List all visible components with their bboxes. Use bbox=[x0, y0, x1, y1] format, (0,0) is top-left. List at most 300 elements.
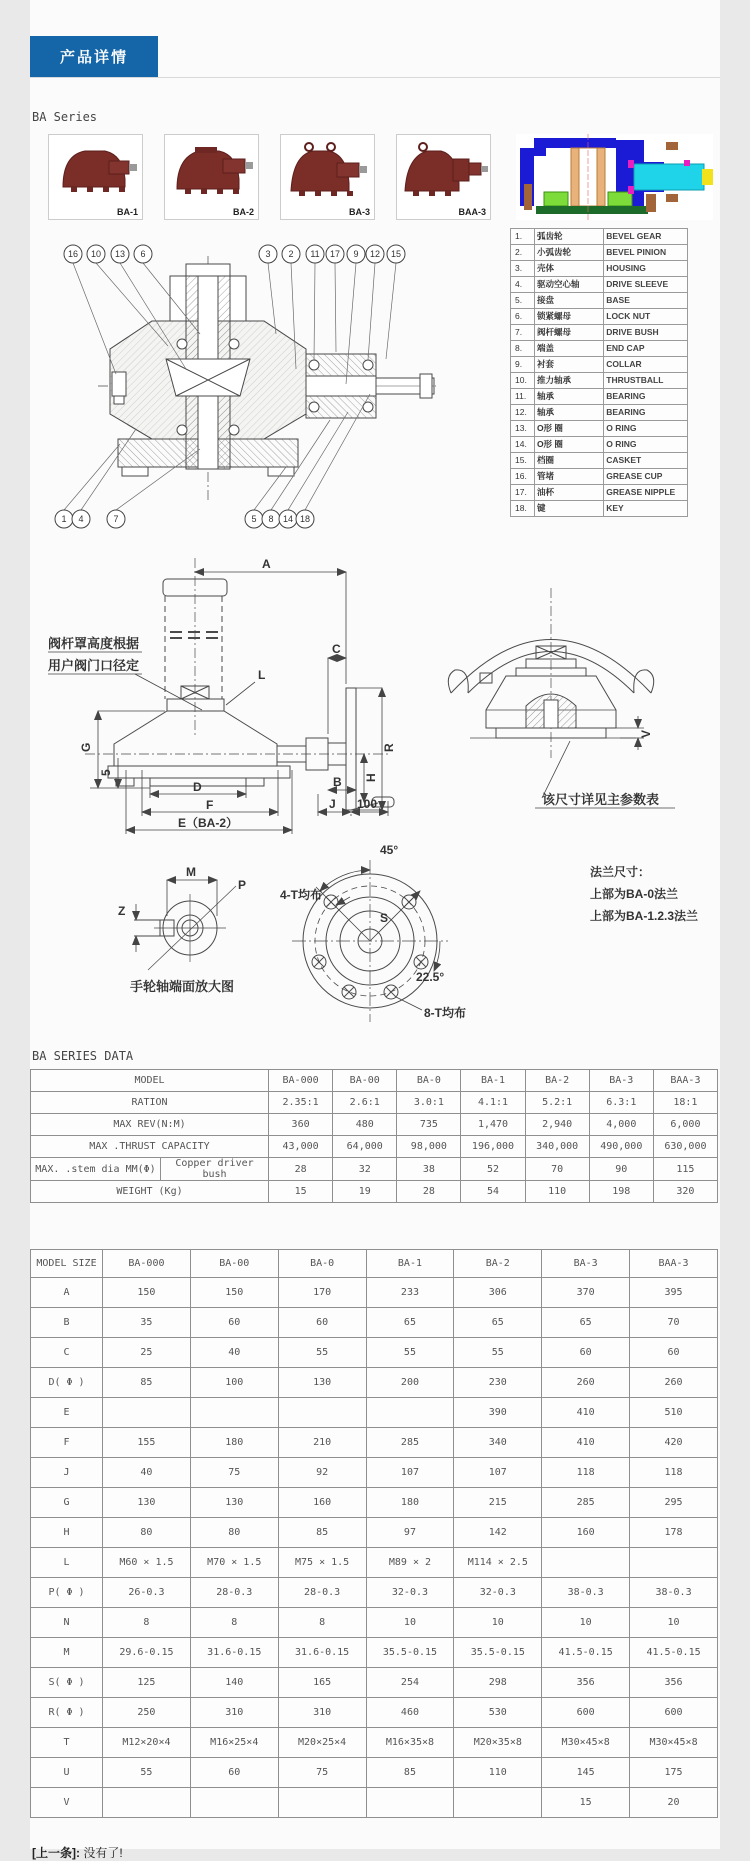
gear-operator-image bbox=[281, 135, 374, 205]
table-cell: 160 bbox=[542, 1518, 630, 1548]
part-number: 18. bbox=[511, 501, 535, 517]
table-cell: 390 bbox=[454, 1398, 542, 1428]
part-number: 2. bbox=[511, 245, 535, 261]
row-label: M bbox=[31, 1638, 103, 1668]
table-cell: 340 bbox=[454, 1428, 542, 1458]
table-cell bbox=[103, 1788, 191, 1818]
part-name-en: BEARING bbox=[604, 405, 688, 421]
table-cell: 80 bbox=[103, 1518, 191, 1548]
table-row bbox=[31, 1070, 718, 1092]
part-number: 4. bbox=[511, 277, 535, 293]
part-name-cn: 接盘 bbox=[534, 293, 603, 309]
table-cell: 530 bbox=[454, 1698, 542, 1728]
model-name: BA-00 bbox=[333, 1070, 397, 1092]
table-cell: 80 bbox=[190, 1518, 278, 1548]
tab-product-details[interactable]: 产品详情 bbox=[30, 36, 158, 77]
table-cell: 75 bbox=[278, 1758, 366, 1788]
part-number: 11. bbox=[511, 389, 535, 405]
table-cell: 20 bbox=[630, 1788, 718, 1818]
product-label: BA-3 bbox=[348, 207, 370, 217]
table-row bbox=[31, 1668, 718, 1698]
parts-list-row bbox=[511, 373, 688, 389]
parts-list-row bbox=[511, 405, 688, 421]
shaft-end-caption: 手轮轴端面放大图 bbox=[130, 979, 235, 994]
table-cell: 65 bbox=[366, 1308, 454, 1338]
table-row bbox=[31, 1518, 718, 1548]
table-cell: 31.6-0.15 bbox=[190, 1638, 278, 1668]
product-label: BA-2 bbox=[232, 207, 254, 217]
gear-operator-image bbox=[49, 135, 142, 205]
dim-label-S: S bbox=[380, 911, 389, 925]
table-cell bbox=[278, 1788, 366, 1818]
row-label: V bbox=[31, 1788, 103, 1818]
table-cell: 155 bbox=[103, 1428, 191, 1458]
table-cell: 31.6-0.15 bbox=[278, 1638, 366, 1668]
part-name-en: END CAP bbox=[604, 341, 688, 357]
part-number: 14. bbox=[511, 437, 535, 453]
table-cell bbox=[630, 1548, 718, 1578]
table-cell: 310 bbox=[190, 1698, 278, 1728]
parts-list-row bbox=[511, 261, 688, 277]
table-cell: 40 bbox=[103, 1458, 191, 1488]
part-name-cn: O形 圈 bbox=[534, 437, 603, 453]
section-header bbox=[30, 36, 720, 78]
table-cell: 410 bbox=[542, 1428, 630, 1458]
flange-8t-label: 8-T均布 bbox=[424, 1006, 467, 1020]
part-name-en: BEARING bbox=[604, 389, 688, 405]
table-cell: 118 bbox=[542, 1458, 630, 1488]
flange-angle-225: 22.5° bbox=[416, 970, 445, 984]
part-name-cn: 油杯 bbox=[534, 485, 603, 501]
table-cell: 25 bbox=[103, 1338, 191, 1368]
balloon: 13 bbox=[114, 249, 126, 259]
part-name-en: BASE bbox=[604, 293, 688, 309]
table-cell: 60 bbox=[630, 1338, 718, 1368]
table-cell: 98,000 bbox=[397, 1136, 461, 1158]
table-cell bbox=[278, 1398, 366, 1428]
table-cell: M16×35×8 bbox=[366, 1728, 454, 1758]
table-row bbox=[31, 1578, 718, 1608]
table-cell: 85 bbox=[366, 1758, 454, 1788]
table-cell: M89 × 2 bbox=[366, 1548, 454, 1578]
table-cell: 170 bbox=[278, 1278, 366, 1308]
table-row bbox=[31, 1092, 718, 1114]
table-cell: M16×25×4 bbox=[190, 1728, 278, 1758]
table-cell bbox=[190, 1788, 278, 1818]
balloon-row-bottom bbox=[55, 510, 314, 528]
gear-operator-image bbox=[397, 135, 490, 205]
table-cell: 60 bbox=[190, 1308, 278, 1338]
table-row bbox=[31, 1338, 718, 1368]
flange-note-line1: 上部为BA-0法兰 bbox=[590, 887, 679, 901]
dim-label-P: P bbox=[238, 878, 247, 892]
table-cell: 420 bbox=[630, 1428, 718, 1458]
table-cell: 15 bbox=[542, 1788, 630, 1818]
table-cell: 306 bbox=[454, 1278, 542, 1308]
column-header: BA-1 bbox=[366, 1250, 454, 1278]
table-cell: 125 bbox=[103, 1668, 191, 1698]
dim-label-H: H bbox=[364, 773, 378, 782]
part-name-cn: 推力轴承 bbox=[534, 373, 603, 389]
table-row bbox=[31, 1428, 718, 1458]
balloon: 3 bbox=[265, 249, 271, 259]
table-cell bbox=[542, 1548, 630, 1578]
dim-label-J: J bbox=[329, 797, 336, 811]
table-cell: 130 bbox=[103, 1488, 191, 1518]
main-param-note: 该尺寸详见主参数表 bbox=[542, 792, 660, 807]
table-cell: 28 bbox=[397, 1181, 461, 1203]
table-row bbox=[31, 1458, 718, 1488]
table-row bbox=[31, 1181, 718, 1203]
dim-label-G: G bbox=[79, 742, 93, 752]
table-cell: 10 bbox=[630, 1608, 718, 1638]
table-row bbox=[31, 1488, 718, 1518]
table-cell: 65 bbox=[454, 1308, 542, 1338]
dim-label-V: V bbox=[639, 729, 653, 738]
table-cell: 630,000 bbox=[653, 1136, 717, 1158]
table-cell: 43,000 bbox=[269, 1136, 333, 1158]
table-cell: 35.5-0.15 bbox=[454, 1638, 542, 1668]
table-row bbox=[31, 1398, 718, 1428]
prev-item-value: 没有了! bbox=[83, 1846, 123, 1860]
table-cell bbox=[366, 1788, 454, 1818]
balloon: 16 bbox=[67, 249, 79, 259]
table-row bbox=[31, 1278, 718, 1308]
part-number: 15. bbox=[511, 453, 535, 469]
table-cell: 210 bbox=[278, 1428, 366, 1458]
table-cell: 19 bbox=[333, 1181, 397, 1203]
table-cell: 110 bbox=[454, 1758, 542, 1788]
table-cell: 250 bbox=[103, 1698, 191, 1728]
part-number: 10. bbox=[511, 373, 535, 389]
table-cell: 340,000 bbox=[525, 1136, 589, 1158]
table-cell: 55 bbox=[454, 1338, 542, 1368]
table-row bbox=[31, 1788, 718, 1818]
table-cell: 298 bbox=[454, 1668, 542, 1698]
table-cell: 180 bbox=[190, 1428, 278, 1458]
part-name-cn: 轴承 bbox=[534, 405, 603, 421]
table-cell: 2.35:1 bbox=[269, 1092, 333, 1114]
product-label: BAA-3 bbox=[458, 207, 486, 217]
dim-label-Z: Z bbox=[118, 904, 126, 918]
table-row bbox=[31, 1758, 718, 1788]
table-cell: 356 bbox=[542, 1668, 630, 1698]
table-cell: 8 bbox=[278, 1608, 366, 1638]
table-cell: 10 bbox=[366, 1608, 454, 1638]
dim-label-5: 5 bbox=[99, 769, 113, 776]
dim-label-100: 100 bbox=[357, 797, 378, 811]
series-data-table bbox=[30, 1069, 718, 1203]
parts-list-row bbox=[511, 293, 688, 309]
series-title: BA Series bbox=[32, 110, 98, 124]
table-cell: M114 × 2.5 bbox=[454, 1548, 542, 1578]
dim-label-F: F bbox=[206, 798, 214, 812]
table-row bbox=[31, 1308, 718, 1338]
row-sublabel: Copper driver bush bbox=[161, 1158, 269, 1181]
row-label: P( Φ ) bbox=[31, 1578, 103, 1608]
table-cell: 356 bbox=[630, 1668, 718, 1698]
balloon: 4 bbox=[78, 514, 84, 524]
table-row bbox=[31, 1608, 718, 1638]
parts-list-row bbox=[511, 485, 688, 501]
balloon: 1 bbox=[61, 514, 67, 524]
balloon: 12 bbox=[369, 249, 381, 259]
stem-note-line2: 用户阀门口径定 bbox=[48, 658, 140, 673]
table-cell: 40 bbox=[190, 1338, 278, 1368]
row-label: A bbox=[31, 1278, 103, 1308]
row-label: D( Φ ) bbox=[31, 1368, 103, 1398]
table-cell: 32 bbox=[333, 1158, 397, 1181]
parts-list-row bbox=[511, 469, 688, 485]
row-label: T bbox=[31, 1728, 103, 1758]
row-label: R( Φ ) bbox=[31, 1698, 103, 1728]
table-cell: 10 bbox=[454, 1608, 542, 1638]
column-header: BA-00 bbox=[190, 1250, 278, 1278]
dim-label-B: B bbox=[333, 775, 342, 789]
table-cell: M12×20×4 bbox=[103, 1728, 191, 1758]
table-cell: 70 bbox=[525, 1158, 589, 1181]
part-number: 9. bbox=[511, 357, 535, 373]
row-label: WEIGHT (Kg) bbox=[31, 1181, 269, 1203]
product-photo-strip bbox=[48, 134, 720, 222]
table-cell: 140 bbox=[190, 1668, 278, 1698]
table-cell: M70 × 1.5 bbox=[190, 1548, 278, 1578]
table-cell: 97 bbox=[366, 1518, 454, 1548]
table-cell: 460 bbox=[366, 1698, 454, 1728]
part-name-cn: 衬套 bbox=[534, 357, 603, 373]
parts-list-row bbox=[511, 501, 688, 517]
table-cell: 6.3:1 bbox=[589, 1092, 653, 1114]
table-cell: 29.6-0.15 bbox=[103, 1638, 191, 1668]
table-cell: 360 bbox=[269, 1114, 333, 1136]
table-row bbox=[31, 1136, 718, 1158]
balloon: 14 bbox=[282, 514, 294, 524]
row-label: S( Φ ) bbox=[31, 1668, 103, 1698]
model-name: BAA-3 bbox=[653, 1070, 717, 1092]
table-cell: 395 bbox=[630, 1278, 718, 1308]
table-cell: 165 bbox=[278, 1668, 366, 1698]
table-cell: 130 bbox=[190, 1488, 278, 1518]
table-cell: 370 bbox=[542, 1278, 630, 1308]
table-cell: 90 bbox=[589, 1158, 653, 1181]
table-cell: 8 bbox=[103, 1608, 191, 1638]
column-header: BA-3 bbox=[542, 1250, 630, 1278]
table-cell: 1,470 bbox=[461, 1114, 525, 1136]
product-photo-ba2[interactable] bbox=[164, 134, 259, 220]
column-header: BA-000 bbox=[103, 1250, 191, 1278]
parts-list-row bbox=[511, 437, 688, 453]
table-cell: 64,000 bbox=[333, 1136, 397, 1158]
table-cell: 5.2:1 bbox=[525, 1092, 589, 1114]
balloon: 10 bbox=[90, 249, 102, 259]
row-label: C bbox=[31, 1338, 103, 1368]
row-label: MODEL bbox=[31, 1070, 269, 1092]
table-cell: M30×45×8 bbox=[542, 1728, 630, 1758]
balloon: 6 bbox=[140, 249, 146, 259]
dim-label-R: R bbox=[382, 743, 396, 752]
product-label: BA-1 bbox=[116, 207, 138, 217]
table-cell: 8 bbox=[190, 1608, 278, 1638]
parts-list-row bbox=[511, 453, 688, 469]
row-label: MAX. .stem dia MM(Φ) bbox=[31, 1158, 161, 1181]
prev-item-label: [上一条]: bbox=[32, 1846, 80, 1860]
part-name-en: KEY bbox=[604, 501, 688, 517]
part-name-en: CASKET bbox=[604, 453, 688, 469]
table-cell: 60 bbox=[542, 1338, 630, 1368]
row-label: L bbox=[31, 1548, 103, 1578]
part-name-cn: O形 圈 bbox=[534, 421, 603, 437]
product-photo-ba1[interactable] bbox=[48, 134, 143, 220]
dimension-drawing bbox=[30, 558, 720, 1043]
table-cell bbox=[103, 1398, 191, 1428]
balloon: 11 bbox=[310, 249, 320, 259]
table-cell: 198 bbox=[589, 1181, 653, 1203]
part-number: 5. bbox=[511, 293, 535, 309]
flange-4t-label: 4-T均布 bbox=[280, 888, 323, 902]
table-cell: 107 bbox=[366, 1458, 454, 1488]
prev-item-line bbox=[32, 1844, 720, 1861]
table-cell: 75 bbox=[190, 1458, 278, 1488]
series-data-heading: BA SERIES DATA bbox=[32, 1049, 134, 1063]
part-name-cn: 小弧齿轮 bbox=[534, 245, 603, 261]
table-cell: 735 bbox=[397, 1114, 461, 1136]
gear-operator-image bbox=[165, 135, 258, 205]
part-name-en: DRIVE SLEEVE bbox=[604, 277, 688, 293]
part-number: 1. bbox=[511, 229, 535, 245]
table-row bbox=[31, 1158, 718, 1181]
table-cell: 10 bbox=[542, 1608, 630, 1638]
table-cell: 107 bbox=[454, 1458, 542, 1488]
table-cell: 38-0.3 bbox=[542, 1578, 630, 1608]
table-cell: 2.6:1 bbox=[333, 1092, 397, 1114]
column-header: BAA-3 bbox=[630, 1250, 718, 1278]
column-header: BA-2 bbox=[454, 1250, 542, 1278]
table-cell: 100 bbox=[190, 1368, 278, 1398]
part-name-en: O RING bbox=[604, 421, 688, 437]
parts-list-row bbox=[511, 421, 688, 437]
part-name-en: BEVEL PINION bbox=[604, 245, 688, 261]
table-row bbox=[31, 1114, 718, 1136]
row-label: MAX REV(N:M) bbox=[31, 1114, 269, 1136]
table-cell: M60 × 1.5 bbox=[103, 1548, 191, 1578]
part-number: 3. bbox=[511, 261, 535, 277]
row-label: N bbox=[31, 1608, 103, 1638]
table-cell: M30×45×8 bbox=[630, 1728, 718, 1758]
table-row bbox=[31, 1368, 718, 1398]
table-cell: 4.1:1 bbox=[461, 1092, 525, 1114]
dim-label-A: A bbox=[262, 558, 271, 571]
table-cell: 410 bbox=[542, 1398, 630, 1428]
parts-list-row bbox=[511, 341, 688, 357]
table-cell: 285 bbox=[542, 1488, 630, 1518]
product-photo-ba3[interactable] bbox=[280, 134, 375, 220]
part-name-cn: 弧齿轮 bbox=[534, 229, 603, 245]
flange-note-line2: 上部为BA-1.2.3法兰 bbox=[590, 909, 699, 923]
part-name-cn: 驱动空心轴 bbox=[534, 277, 603, 293]
row-label: E bbox=[31, 1398, 103, 1428]
part-name-cn: 管堵 bbox=[534, 469, 603, 485]
product-detail-page bbox=[30, 0, 720, 1860]
part-name-en: HOUSING bbox=[604, 261, 688, 277]
part-name-en: GREASE CUP bbox=[604, 469, 688, 485]
table-cell: 28-0.3 bbox=[278, 1578, 366, 1608]
parts-list-row bbox=[511, 389, 688, 405]
row-label: U bbox=[31, 1758, 103, 1788]
table-cell: 18:1 bbox=[653, 1092, 717, 1114]
part-number: 7. bbox=[511, 325, 535, 341]
table-cell: 310 bbox=[278, 1698, 366, 1728]
part-number: 8. bbox=[511, 341, 535, 357]
parts-list-row bbox=[511, 277, 688, 293]
table-cell: 85 bbox=[278, 1518, 366, 1548]
part-name-cn: 阀杆螺母 bbox=[534, 325, 603, 341]
table-cell: 4,000 bbox=[589, 1114, 653, 1136]
table-cell: 510 bbox=[630, 1398, 718, 1428]
table-cell: 480 bbox=[333, 1114, 397, 1136]
table-cell: 175 bbox=[630, 1758, 718, 1788]
dim-label-L: L bbox=[258, 668, 266, 682]
table-cell: 38 bbox=[397, 1158, 461, 1181]
table-cell: 55 bbox=[366, 1338, 454, 1368]
dim-label-E: E（BA-2） bbox=[178, 816, 239, 830]
part-name-cn: 端盖 bbox=[534, 341, 603, 357]
part-name-cn: 档圈 bbox=[534, 453, 603, 469]
table-cell: 600 bbox=[630, 1698, 718, 1728]
part-name-en: LOCK NUT bbox=[604, 309, 688, 325]
balloon: 8 bbox=[268, 514, 274, 524]
row-label: J bbox=[31, 1458, 103, 1488]
table-cell: 55 bbox=[278, 1338, 366, 1368]
table-cell: 180 bbox=[366, 1488, 454, 1518]
table-cell: 285 bbox=[366, 1428, 454, 1458]
table-cell bbox=[190, 1398, 278, 1428]
table-cell: 3.0:1 bbox=[397, 1092, 461, 1114]
dim-label-C: C bbox=[332, 642, 341, 656]
table-cell: 6,000 bbox=[653, 1114, 717, 1136]
table-cell: 178 bbox=[630, 1518, 718, 1548]
part-number: 16. bbox=[511, 469, 535, 485]
column-header: MODEL SIZE bbox=[31, 1250, 103, 1278]
table-cell: 92 bbox=[278, 1458, 366, 1488]
table-cell: 35 bbox=[103, 1308, 191, 1338]
part-name-cn: 壳体 bbox=[534, 261, 603, 277]
table-cell: 41.5-0.15 bbox=[630, 1638, 718, 1668]
table-cell: 233 bbox=[366, 1278, 454, 1308]
product-photo-baa3[interactable] bbox=[396, 134, 491, 220]
row-label: B bbox=[31, 1308, 103, 1338]
table-cell: 55 bbox=[103, 1758, 191, 1788]
table-cell: 150 bbox=[190, 1278, 278, 1308]
parts-list-row bbox=[511, 357, 688, 373]
table-cell: 320 bbox=[653, 1181, 717, 1203]
table-cell: 490,000 bbox=[589, 1136, 653, 1158]
table-cell: 15 bbox=[269, 1181, 333, 1203]
balloon: 9 bbox=[353, 249, 359, 259]
part-name-en: THRUSTBALL bbox=[604, 373, 688, 389]
table-cell: 32-0.3 bbox=[454, 1578, 542, 1608]
table-cell: 54 bbox=[461, 1181, 525, 1203]
cad-section-image bbox=[516, 134, 713, 220]
table-cell: 52 bbox=[461, 1158, 525, 1181]
parts-list-row bbox=[511, 229, 688, 245]
table-cell: 600 bbox=[542, 1698, 630, 1728]
table-cell: 60 bbox=[190, 1758, 278, 1788]
part-number: 17. bbox=[511, 485, 535, 501]
part-name-en: BEVEL GEAR bbox=[604, 229, 688, 245]
row-label: RATION bbox=[31, 1092, 269, 1114]
model-name: BA-3 bbox=[589, 1070, 653, 1092]
model-name: BA-000 bbox=[269, 1070, 333, 1092]
